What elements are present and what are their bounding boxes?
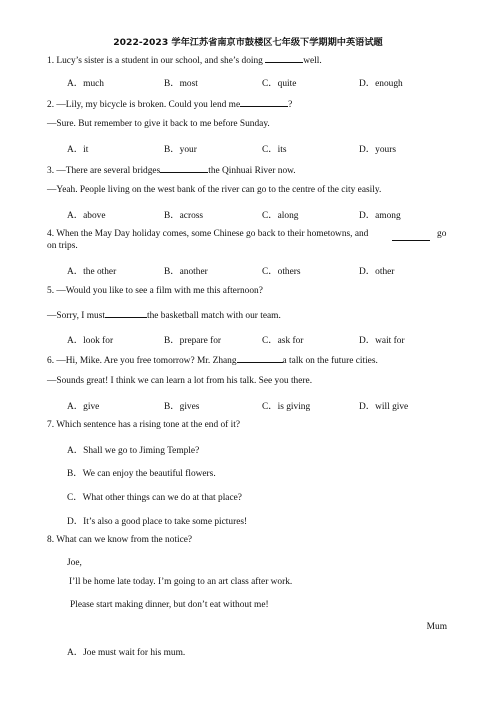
question-1-blank [265,53,303,63]
question-5-reply-a: —Sorry, I must [47,311,105,321]
question-5-option-c[interactable]: C．ask for [262,336,304,346]
question-1-option-c[interactable]: C．quite [262,79,297,89]
question-2-text-b: ? [288,100,293,110]
question-5-option-a[interactable]: A．look for [67,336,114,346]
question-3-option-c[interactable]: C．along [262,211,299,221]
question-5-option-d[interactable]: D．wait for [359,336,405,346]
question-2-option-b[interactable]: B．your [164,145,197,155]
question-6-text-a: 6. —Hi, Mike. Are you free tomorrow? Mr. Zhang [47,356,237,366]
question-4-blank [392,231,430,241]
question-4-text-go: go [437,229,447,239]
question-2-option-c[interactable]: C．its [262,145,287,155]
question-6-option-a[interactable]: A．give [67,402,100,412]
notice-greeting: Joe, [67,558,82,568]
question-2-option-a[interactable]: A．it [67,145,89,155]
question-1-option-d[interactable]: D．enough [359,79,403,89]
question-7-option-a[interactable]: A．Shall we go to Jiming Temple? [67,446,200,456]
question-6-option-c[interactable]: C．is giving [262,402,311,412]
page-title: 2022-2023 学年江苏省南京市鼓楼区七年级下学期期中英语试题 [113,37,383,48]
question-2-reply: —Sure. But remember to give it back to me before Sunday. [47,119,270,129]
question-4-option-c[interactable]: C．others [262,267,301,277]
question-4-option-a[interactable]: A．the other [67,267,117,277]
question-3-text-a: 3. —There are several bridges [47,166,161,176]
question-3-option-a[interactable]: A．above [67,211,106,221]
question-1-stem [47,53,322,66]
question-4-option-b[interactable]: B．another [164,267,208,277]
notice-signature: Mum [426,622,447,632]
question-1-option-a[interactable]: A．much [67,79,104,89]
question-3-text-b: the Qinhuai River now. [208,166,296,176]
question-5-blank [105,308,147,318]
question-3-stem [47,163,296,176]
question-7-option-b[interactable]: B．We can enjoy the beautiful flowers. [67,469,216,479]
question-8-option-a[interactable]: A．Joe must wait for his mum. [67,648,186,658]
question-5-reply [47,308,281,321]
question-5-reply-b: the basketball match with our team. [146,311,281,321]
question-3-option-d[interactable]: D．among [359,211,401,221]
question-7-stem: 7. Which sentence has a rising tone at the end of it? [47,420,240,430]
question-3-reply: —Yeah. People living on the west bank of the river can go to the centre of the city easily. [47,185,382,195]
notice-line-2: Please start making dinner, but don’t eat without me! [70,600,269,610]
question-2-option-d[interactable]: D．yours [359,145,396,155]
question-1-text-b: well. [303,56,322,66]
question-4-stem: 4. When the May Day holiday comes, some Chinese go back to their hometowns, and [47,229,369,239]
question-6-blank [237,353,283,363]
question-2-blank [240,97,288,107]
question-3-blank [160,163,208,173]
question-3-option-b[interactable]: B．across [164,211,204,221]
question-6-text-b: a talk on the future cities. [282,356,378,366]
question-6-reply: —Sounds great! I think we can learn a lot from his talk. See you there. [47,376,313,386]
question-4-option-d[interactable]: D．other [359,267,395,277]
question-1-option-b[interactable]: B．most [164,79,198,89]
question-7-option-c[interactable]: C．What other things can we do at that place? [67,493,242,503]
question-8-stem: 8. What can we know from the notice? [47,535,193,545]
question-5-option-b[interactable]: B．prepare for [164,336,222,346]
notice-line-1: I’ll be home late today. I’m going to an art class after work. [69,577,293,587]
question-2-text-a: 2. —Lily, my bicycle is broken. Could you lend me [47,100,241,110]
question-6-option-d[interactable]: D．will give [359,402,409,412]
question-1-text-a: 1. Lucy’s sister is a student in our school, and she’s doing [47,56,266,66]
question-6-stem [47,353,378,366]
question-4-stem-cont: on trips. [47,241,78,251]
question-7-option-d[interactable]: D．It’s also a good place to take some pictures! [67,517,248,527]
question-6-option-b[interactable]: B．gives [164,402,200,412]
question-5-stem: 5. —Would you like to see a film with me this afternoon? [47,286,263,296]
question-2-stem [47,97,292,110]
